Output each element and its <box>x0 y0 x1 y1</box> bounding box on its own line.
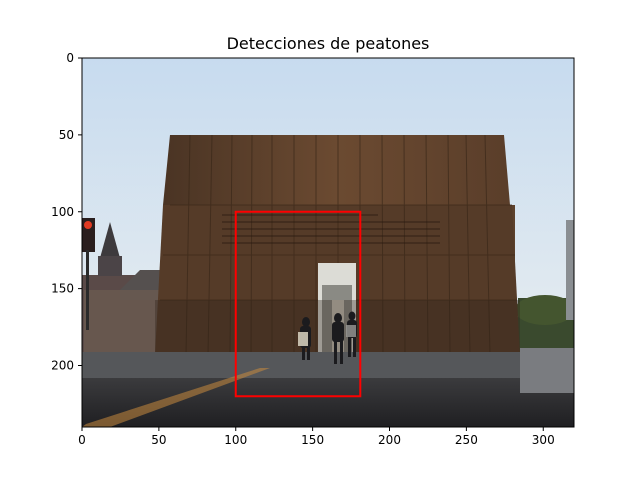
y-axis <box>51 51 82 373</box>
y-tick-label: 150 <box>51 281 74 296</box>
y-tick-label: 100 <box>51 204 74 219</box>
x-tick-label: 0 <box>78 433 86 447</box>
y-tick-label: 200 <box>51 358 74 373</box>
x-tick-label: 150 <box>301 433 325 447</box>
x-tick-label: 200 <box>378 433 401 447</box>
x-tick-label: 100 <box>224 433 248 447</box>
x-tick-label: 250 <box>454 433 478 447</box>
y-tick-label: 0 <box>66 51 74 65</box>
chart-title: Detecciones de peatones <box>226 34 430 53</box>
x-tick-label: 300 <box>531 433 555 447</box>
x-tick-label: 50 <box>151 433 167 447</box>
photo-image <box>82 58 575 427</box>
y-tick-label: 50 <box>58 127 74 142</box>
x-axis <box>78 427 555 447</box>
